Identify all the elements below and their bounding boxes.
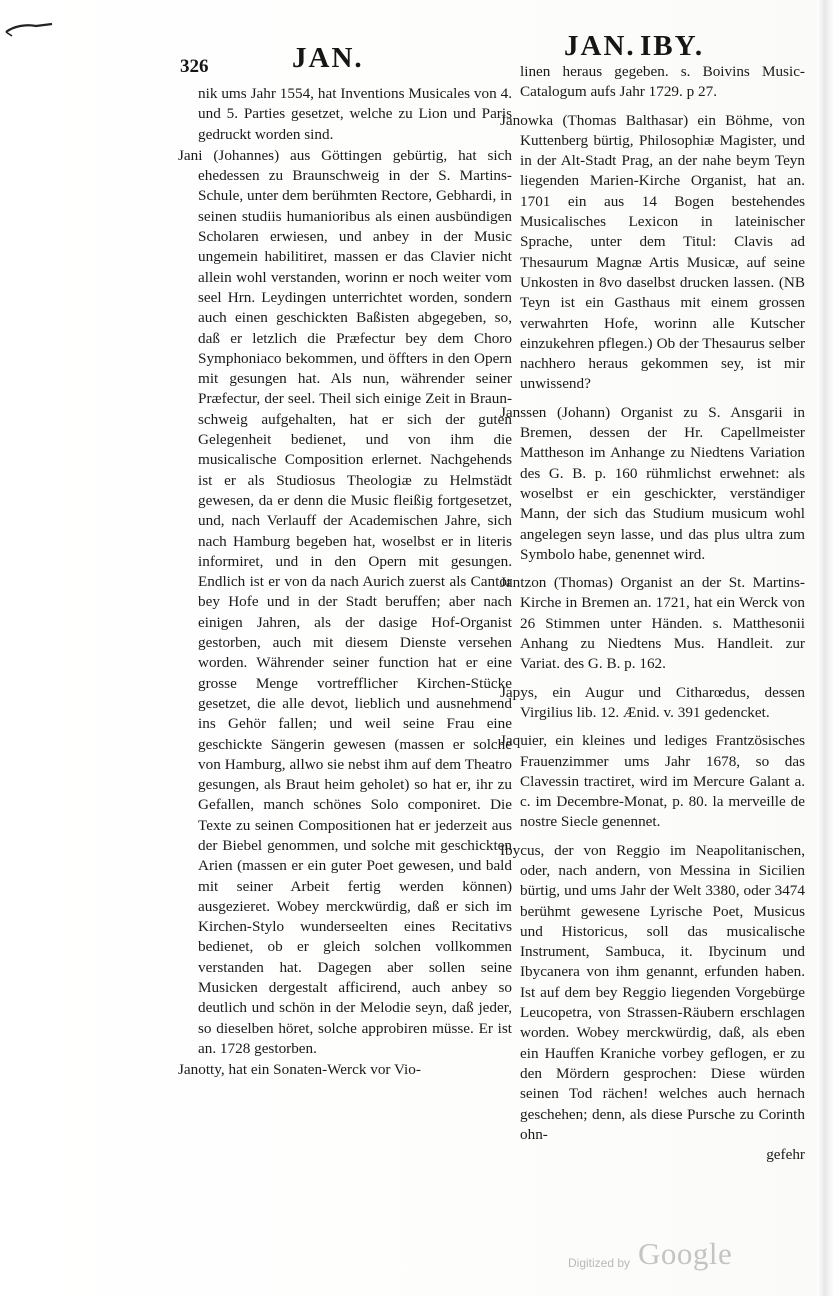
entry-headword: Janotty, — [178, 1061, 225, 1079]
google-logo: Google — [638, 1236, 733, 1271]
entry-headword: Janowka — [500, 111, 554, 129]
digitized-by-label: Digitized by — [568, 1256, 631, 1270]
page-number: 326 — [180, 56, 209, 77]
left-text-column — [178, 84, 512, 1081]
right-running-title-2: IBY. — [640, 30, 705, 62]
left-running-title: JAN. — [292, 42, 364, 74]
right-running-title-1: JAN. — [564, 30, 636, 62]
margin-ink-mark — [4, 20, 64, 38]
entry-headword: Janssen — [500, 403, 547, 421]
entry-ibycus — [500, 841, 805, 1145]
entry-headword: Jani — [178, 146, 203, 164]
catchword-text: gefehr — [766, 1146, 805, 1164]
entry-japys — [500, 683, 805, 724]
entry-continuation — [500, 62, 805, 103]
entry-janowka — [500, 111, 805, 395]
entry-jaquier — [500, 731, 805, 832]
entry-headword: Jaquier, — [500, 732, 548, 750]
entry-text: linen heraus gegeben. s. Boivins Music-Catalogum aufs Jahr 1729. p 27. — [520, 63, 805, 101]
entry-continuation — [178, 84, 512, 145]
entry-headword: Ibycus, — [500, 841, 545, 859]
entry-janssen — [500, 403, 805, 565]
entry-text: ein kleines und lediges Frantzösisches Frauenzimmer ums Jahr 1678, so das Clavessin tractiret, wird im Mercure Galant a. c. im Decembre-Monat, p. 80. la merveille de nostre Siecle genennet. — [520, 732, 805, 831]
entry-text: (Thomas) Organist an der St. Martins-Kirche in Bremen an. 1721, hat ein Werck von 26 Stimmen unter Händen. s. Matthesonii Anhang zu Niedtens Mus. Handleit. zur Variat. des G. B. p. 162. — [520, 574, 805, 673]
entry-text: (Johannes) aus Göttingen gebürtig, hat sich ehedessen zu Braunschweig in der S. Martins-Schule, unter dem berühmten Rectore, Gebhardi, in seinen studiis humanioribus als einen ausbündigen Scholaren erwiesen, und anbey in der Music ungemein habilitiret, massen er das Clavier nicht allein wohl verstanden, worinn er noch weiter vom seel Hrn. Leydingen unterrichtet worden, sondern auch einen geschickten Baßisten abgegeben, so, daß er letzlich die Præfectur bey dem Choro Symphoniaco bekommen, und öffters in den Opern mit gesungen hat. Als nun, währender seiner Præfectur, der seel. Theil sich einige Zeit in Braunschweig aufgehalten, hat er sich der guten Gelegenheit bedienet, und von ihm die musicalische Composition erlernet. Nachgehends ist er als Studiosus Theologiæ zu Helmstädt gewesen, da er denn die Music fleißig fortgesetzet, und, nach Verlauff der Academischen Jahre, sich nach Hamburg begeben hat, woselbst er in literis informiret, und in den Opern mit gesungen. Endlich ist er von da nach Aurich zuerst als Cantor bey Hofe und in der Stadt beruffen; aber nach einigen Jahren, als der dasige Hof-Organist gestorben, auch mit diesem Dienste versehen worden. Währender seiner function hat er eine grosse Menge vortrefflicher Kirchen-Stücke gesetzet, die alle devot, lieblich und ausnehmend ins Gehör fallen; und weil seine Frau eine geschickte Sängerin gewesen (massen er solche von Hamburg, allwo sie nebst ihm auf dem Theatro gesungen, als Braut heim geholet) so hat er, ihr zu Gefallen, manch schönes Solo componiret. Die Texte zu seinen Compositionen hat er jederzeit aus der Biebel genommen, und solche mit geschickten Arien (massen er ein guter Poet gewesen, und bald mit seiner Arbeit fertig werden können) ausgezieret. Wobey merckwürdig, daß er sich im Kirchen-Stylo wunderseelten eines Recitativs bedienet, ob er gleich solchen vollkommen verstanden hat. Dagegen aber sollen seine Musicken dergestalt afficirend, auch anbey so deutlich und schön in der Melodie seyn, daß jeder, so dieselben höret, solche approbiren müsse. Er ist an. 1728 gestorben. — [198, 146, 512, 1057]
entry-janotty — [178, 1060, 512, 1080]
entry-jani — [178, 146, 512, 1059]
entry-text: der von Reggio im Neapolitanischen, oder, nach andern, von Messina in Sicilien bürtig, und ums Jahr der Welt 3380, oder 3474 berühmt gewesene Lyrische Poet, Musicus und Historicus, soll das musicalische Instrument, Sambuca, it. Ibycinum und Ibycanera von ihm genannt, erfunden haben. Ist auf dem bey Reggio liegenden Vorgebürge Leucopetra, von Strassen-Räubern erschlagen worden. Wobey merckwürdig, daß, als eben ein Hauffen Kraniche vorbey geflogen, er zu den Mördern gesprochen: Diese würden seinen Tod rächen! welches auch hernach geschehen; denn, als diese Pursche zu Corinth ohn- — [520, 841, 805, 1143]
digitization-watermark — [568, 1236, 768, 1276]
catchword — [500, 1145, 805, 1165]
entry-text: hat ein Sonaten-Werck vor Vio- — [224, 1061, 421, 1079]
page-edge-shadow — [817, 0, 834, 1296]
entry-headword: Jantzon — [500, 574, 547, 592]
entry-headword: Japys, — [500, 683, 538, 701]
entry-text: (Thomas Balthasar) ein Böhme, von Kuttenberg bürtig, Philosophiæ Magister, und in der Alt-Stadt Prag, an der nahe beym Teyn liegenden Marien-Kirche Organist, hat an. 1701 ein aus 14 Bogen bestehendes Musicalisches Lexicon in lateinischer Sprache, unter dem Titul: Clavis ad Thesaurum Magnæ Artis Musicæ, auf seine Unkosten in 8vo daselbst drucken lassen. (NB Teyn ist ein Gasthaus mit einem grossen verwahrten Hofe, worinn alle Kutscher einzukehren pflegen.) Ob der Thesaurus selber nachhero heraus gekommen sey, ist mir unwissend? — [520, 111, 805, 393]
entry-text: ein Augur und Citharœdus, dessen Virgilius lib. 12. Ænid. v. 391 gedencket. — [520, 683, 805, 721]
entry-text: (Johann) Organist zu S. Ansgarii in Bremen, dessen der Hr. Capellmeister Mattheson im Anhange zu Niedtens Variation des G. B. p. 160 rühmlichst erwehnet: als woselbst er ein geschickter, verständiger Mann, der sich das Studium musicum wohl angelegen seyn lasse, und das plus ultra zum Symbolo habe, genennet wird. — [520, 403, 805, 563]
entry-jantzon — [500, 573, 805, 674]
right-text-column — [500, 62, 805, 1165]
entry-text: nik ums Jahr 1554, hat Inventions Musicales von 4. und 5. Parties gesetzet, welche zu Lion und Paris gedruckt worden sind. — [198, 85, 512, 143]
